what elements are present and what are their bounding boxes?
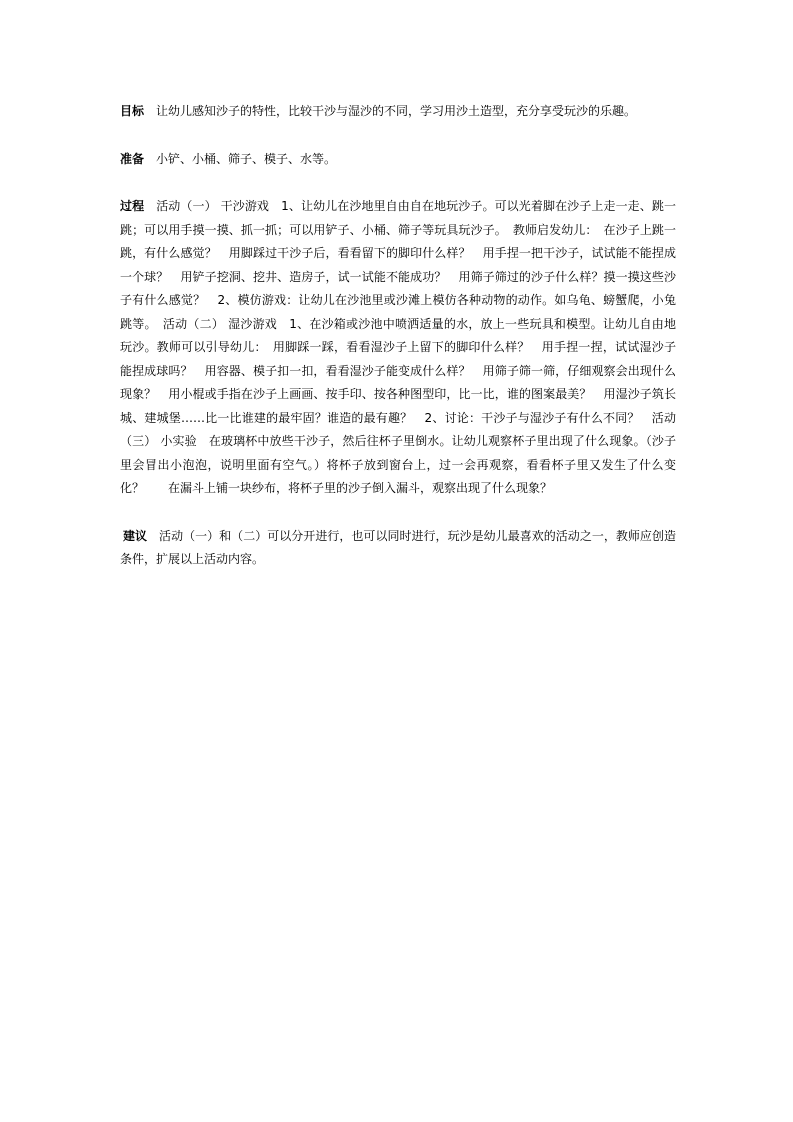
process-label: 过程 xyxy=(120,199,145,213)
preparation-paragraph xyxy=(120,148,676,172)
suggestion-text: 活动（一）和（二）可以分开进行，也可以同时进行，玩沙是幼儿最喜欢的活动之一，教师应创造条件，扩展以上活动内容。 xyxy=(120,528,676,566)
preparation-text: 小铲、小桶、筛子、模子、水等。 xyxy=(156,151,337,166)
process-text: 活动（一） 干沙游戏 1、让幼儿在沙地里自由自在地玩沙子。可以光着脚在沙子上走一走、跳一跳；可以用手摸一摸、抓一抓；可以用铲子、小桶、筛子等玩具玩沙子。 教师启发幼儿： 在沙子上跳一跳，有什么感觉？ 用脚踩过干沙子后，看看留下的脚印什么样？ 用手捏一把干沙子，试试能不能捏成一个球？ 用铲子挖洞、挖井、造房子，试一试能不能成功？ 用筛子筛过的沙子什么样？摸一摸这些沙子有什么感觉？ 2、模仿游戏：让幼儿在沙池里或沙滩上模仿各种动物的动作。如乌龟、螃蟹爬，小兔跳等。 活动（二） 湿沙游戏 1、在沙箱或沙池中喷洒适量的水，放上一些玩具和模型。让幼儿自由地玩沙。教师可以引导幼儿： 用脚踩一踩，看看湿沙子上留下的脚印什么样？ 用手捏一捏，试试湿沙子能捏成球吗？ 用容器、模子扣一扣，看看湿沙子能变成什么样？ 用筛子筛一筛，仔细观察会出现什么现象？ 用小棍或手指在沙子上画画、按手印、按各种图型印，比一比，谁的图案最美？ 用湿沙子筑长城、建城堡……比一比谁建的最牢固？谁造的最有趣？ 2、讨论：干沙子与湿沙子有什么不同？ 活动（三） 小实验 在玻璃杯中放些干沙子，然后往杯子里倒水。让幼儿观察杯子里出现了什么现象。（沙子里会冒出小泡泡，说明里面有空气。）将杯子放到窗台上，过一会再观察，看看杯子里又发生了什么变化？ 在漏斗上铺一块纱布，将杯子里的沙子倒入漏斗，观察出现了什么现象？ xyxy=(120,199,676,495)
document-page xyxy=(120,100,676,572)
process-paragraph xyxy=(120,195,676,501)
goal-text: 让幼儿感知沙子的特性，比较干沙与湿沙的不同，学习用沙土造型，充分享受玩沙的乐趣。 xyxy=(156,104,637,118)
goal-label: 目标 xyxy=(120,104,145,118)
preparation-label: 准备 xyxy=(120,151,145,166)
goal-paragraph xyxy=(120,100,676,124)
suggestion-label: 建议 xyxy=(123,528,148,543)
suggestion-paragraph xyxy=(120,525,676,572)
